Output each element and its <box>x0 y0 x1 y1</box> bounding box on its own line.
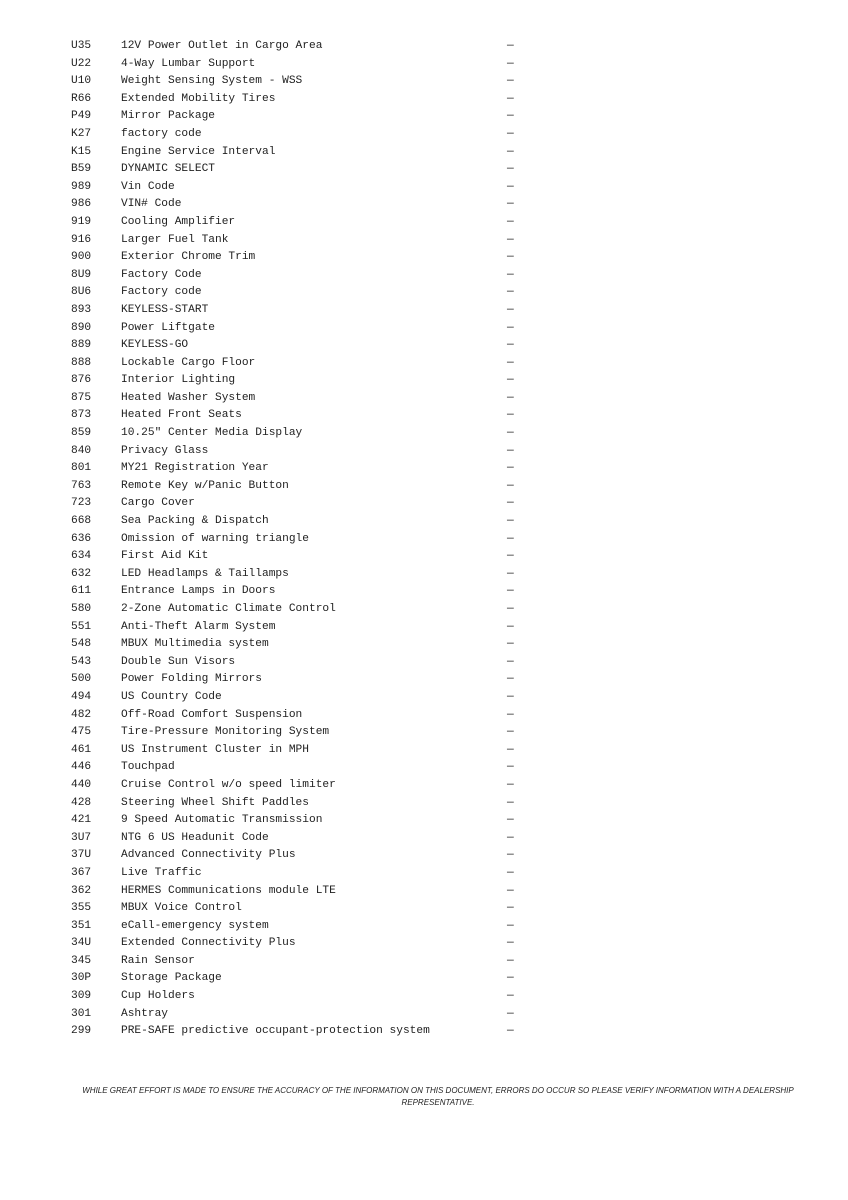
option-dash: — <box>507 954 514 967</box>
option-code: 494 <box>71 690 92 703</box>
option-row <box>71 513 531 531</box>
option-row <box>71 865 531 883</box>
option-dash: — <box>507 937 514 950</box>
option-row <box>71 970 531 988</box>
option-dash: — <box>507 708 514 721</box>
option-description: eCall-emergency system <box>121 919 269 932</box>
option-row <box>71 38 531 56</box>
option-row <box>71 548 531 566</box>
option-dash: — <box>507 339 514 352</box>
option-code: B59 <box>71 163 92 176</box>
option-dash: — <box>507 620 514 633</box>
option-description: Double Sun Visors <box>121 655 236 668</box>
option-dash: — <box>507 743 514 756</box>
option-row <box>71 196 531 214</box>
option-code: 801 <box>71 462 92 475</box>
option-code: 916 <box>71 233 92 246</box>
option-code: 351 <box>71 919 92 932</box>
option-dash: — <box>507 374 514 387</box>
option-row <box>71 495 531 513</box>
option-row <box>71 795 531 813</box>
option-code: 548 <box>71 638 92 651</box>
option-description: Off-Road Comfort Suspension <box>121 708 303 721</box>
option-row <box>71 654 531 672</box>
option-code: 301 <box>71 1007 92 1020</box>
option-row <box>71 443 531 461</box>
option-row <box>71 918 531 936</box>
option-code: P49 <box>71 110 92 123</box>
option-description: Vin Code <box>121 180 175 193</box>
option-row <box>71 531 531 549</box>
option-row <box>71 214 531 232</box>
option-dash: — <box>507 567 514 580</box>
option-code: 461 <box>71 743 92 756</box>
option-description: 4-Way Lumbar Support <box>121 57 256 70</box>
option-dash: — <box>507 180 514 193</box>
option-dash: — <box>507 761 514 774</box>
option-code: 873 <box>71 409 92 422</box>
option-description: Weight Sensing System - WSS <box>121 75 303 88</box>
option-dash: — <box>507 849 514 862</box>
option-dash: — <box>507 391 514 404</box>
option-row <box>71 1023 531 1041</box>
option-row <box>71 777 531 795</box>
option-description: MY21 Registration Year <box>121 462 269 475</box>
option-description: Cruise Control w/o speed limiter <box>121 778 336 791</box>
option-dash: — <box>507 57 514 70</box>
option-description: Heated Washer System <box>121 391 256 404</box>
option-code: 309 <box>71 990 92 1003</box>
option-code: 919 <box>71 215 92 228</box>
option-code: 355 <box>71 902 92 915</box>
option-dash: — <box>507 127 514 140</box>
option-code: 889 <box>71 339 92 352</box>
option-row <box>71 56 531 74</box>
option-row <box>71 284 531 302</box>
option-description: KEYLESS-START <box>121 303 209 316</box>
option-row <box>71 478 531 496</box>
option-description: Cargo Cover <box>121 497 195 510</box>
option-description: Interior Lighting <box>121 374 236 387</box>
option-dash: — <box>507 796 514 809</box>
option-description: MBUX Voice Control <box>121 902 242 915</box>
option-dash: — <box>507 585 514 598</box>
option-description: Storage Package <box>121 972 222 985</box>
option-description: NTG 6 US Headunit Code <box>121 831 269 844</box>
option-dash: — <box>507 268 514 281</box>
option-code: 428 <box>71 796 92 809</box>
option-code: 840 <box>71 444 92 457</box>
option-dash: — <box>507 409 514 422</box>
option-code: 876 <box>71 374 92 387</box>
disclaimer: WHILE GREAT EFFORT IS MADE TO ENSURE THE ACCURACY OF THE INFORMATION ON THIS DOCUMENT, ERRORS DO OCCUR SO PLEASE VERIFY INFORMATION WITH A DEALERSHIP REPRESENTATIVE. <box>82 1086 794 1107</box>
option-row <box>71 126 531 144</box>
option-description: Ashtray <box>121 1007 168 1020</box>
option-description: Sea Packing & Dispatch <box>121 515 269 528</box>
option-description: HERMES Communications module LTE <box>121 884 336 897</box>
option-dash: — <box>507 902 514 915</box>
option-description: VIN# Code <box>121 198 182 211</box>
option-description: PRE-SAFE predictive occupant-protection system <box>121 1025 430 1038</box>
option-dash: — <box>507 110 514 123</box>
option-description: Live Traffic <box>121 866 202 879</box>
option-dash: — <box>507 603 514 615</box>
option-dash: — <box>507 726 514 739</box>
option-dash: — <box>507 532 514 545</box>
option-code: 551 <box>71 620 92 633</box>
option-dash: — <box>507 286 514 299</box>
option-description: Entrance Lamps in Doors <box>121 585 276 598</box>
option-code: 543 <box>71 655 92 668</box>
option-description: KEYLESS-GO <box>121 339 189 352</box>
option-dash: — <box>507 814 514 827</box>
option-description: Mirror Package <box>121 110 215 123</box>
option-description: Cup Holders <box>121 990 195 1003</box>
option-code: U22 <box>71 57 92 70</box>
option-row <box>71 689 531 707</box>
option-row <box>71 161 531 179</box>
option-description: Heated Front Seats <box>121 409 242 422</box>
option-dash: — <box>507 75 514 88</box>
option-description: factory code <box>121 127 202 140</box>
option-code: 723 <box>71 497 92 510</box>
option-dash: — <box>507 479 514 492</box>
option-code: 299 <box>71 1025 92 1038</box>
option-row <box>71 355 531 373</box>
option-row <box>71 425 531 443</box>
option-dash: — <box>507 831 514 844</box>
option-code: 440 <box>71 778 92 791</box>
option-dash: — <box>507 215 514 228</box>
option-dash: — <box>507 866 514 879</box>
option-dash: — <box>507 497 514 510</box>
option-code: 475 <box>71 726 92 739</box>
option-row <box>71 812 531 830</box>
option-dash: — <box>507 990 514 1003</box>
option-description: Tire-Pressure Monitoring System <box>121 726 330 739</box>
option-row <box>71 108 531 126</box>
option-description: 12V Power Outlet in Cargo Area <box>121 40 323 52</box>
option-dash: — <box>507 884 514 897</box>
option-description: Advanced Connectivity Plus <box>121 849 296 862</box>
option-description: Remote Key w/Panic Button <box>121 479 289 492</box>
option-dash: — <box>507 233 514 246</box>
option-code: 8U6 <box>71 286 92 299</box>
option-code: U35 <box>71 40 92 52</box>
option-code: 634 <box>71 550 92 563</box>
option-code: 632 <box>71 567 92 580</box>
option-row <box>71 302 531 320</box>
option-row <box>71 1006 531 1024</box>
option-description: Factory Code <box>121 268 202 281</box>
option-dash: — <box>507 163 514 176</box>
option-row <box>71 372 531 390</box>
option-code: 890 <box>71 321 92 334</box>
option-description: Omission of warning triangle <box>121 532 309 545</box>
option-row <box>71 619 531 637</box>
option-row <box>71 759 531 777</box>
option-row <box>71 953 531 971</box>
option-code: 611 <box>71 585 92 598</box>
option-code: 500 <box>71 673 92 686</box>
option-dash: — <box>507 1025 514 1038</box>
option-row <box>71 671 531 689</box>
option-code: 446 <box>71 761 92 774</box>
option-row <box>71 320 531 338</box>
option-dash: — <box>507 655 514 668</box>
option-code: K27 <box>71 127 92 140</box>
option-row <box>71 73 531 91</box>
option-dash: — <box>507 515 514 528</box>
option-description: Cooling Amplifier <box>121 215 236 228</box>
option-description: Extended Connectivity Plus <box>121 937 296 950</box>
option-description: Larger Fuel Tank <box>121 233 229 246</box>
option-row <box>71 179 531 197</box>
option-code: 3U7 <box>71 831 92 844</box>
option-dash: — <box>507 444 514 457</box>
option-dash: — <box>507 356 514 369</box>
option-description: Exterior Chrome Trim <box>121 251 256 264</box>
option-code: R66 <box>71 92 92 105</box>
option-code: U10 <box>71 75 92 88</box>
option-row <box>71 830 531 848</box>
option-description: US Instrument Cluster in MPH <box>121 743 309 756</box>
option-description: Privacy Glass <box>121 444 209 457</box>
option-code: 668 <box>71 515 92 528</box>
option-code: 859 <box>71 427 92 440</box>
option-code: 986 <box>71 198 92 211</box>
option-row <box>71 390 531 408</box>
option-row <box>71 267 531 285</box>
option-code: 636 <box>71 532 92 545</box>
option-dash: — <box>507 919 514 932</box>
option-code: 900 <box>71 251 92 264</box>
option-dash: — <box>507 321 514 334</box>
option-code: 888 <box>71 356 92 369</box>
option-row <box>71 407 531 425</box>
option-dash: — <box>507 550 514 563</box>
option-description: DYNAMIC SELECT <box>121 163 215 176</box>
option-dash: — <box>507 427 514 440</box>
option-description: Power Liftgate <box>121 321 215 334</box>
option-row <box>71 724 531 742</box>
option-row <box>71 232 531 250</box>
option-description: 9 Speed Automatic Transmission <box>121 814 323 827</box>
option-description: LED Headlamps & Taillamps <box>121 567 289 580</box>
option-description: Extended Mobility Tires <box>121 92 276 105</box>
option-code: 763 <box>71 479 92 492</box>
option-row <box>71 935 531 953</box>
option-description: Factory code <box>121 286 202 299</box>
option-row <box>71 883 531 901</box>
option-dash: — <box>507 145 514 158</box>
option-row <box>71 91 531 109</box>
option-description: 10.25" Center Media Display <box>121 427 303 440</box>
option-description: Power Folding Mirrors <box>121 673 262 686</box>
option-description: US Country Code <box>121 690 222 703</box>
option-dash: — <box>507 638 514 651</box>
option-code: 30P <box>71 972 92 985</box>
option-dash: — <box>507 462 514 475</box>
option-code: 8U9 <box>71 268 92 281</box>
option-description: Steering Wheel Shift Paddles <box>121 796 309 809</box>
options-list <box>71 38 531 1041</box>
option-code: 345 <box>71 954 92 967</box>
option-description: First Aid Kit <box>121 550 209 563</box>
option-code: 482 <box>71 708 92 721</box>
option-row <box>71 601 531 619</box>
option-description: 2-Zone Automatic Climate Control <box>121 603 336 615</box>
option-dash: — <box>507 303 514 316</box>
option-dash: — <box>507 690 514 703</box>
option-dash: — <box>507 673 514 686</box>
option-description: Lockable Cargo Floor <box>121 356 256 369</box>
option-dash: — <box>507 778 514 791</box>
option-row <box>71 337 531 355</box>
option-code: 875 <box>71 391 92 404</box>
option-dash: — <box>507 251 514 264</box>
option-description: Touchpad <box>121 761 175 774</box>
option-description: Engine Service Interval <box>121 145 276 158</box>
option-row <box>71 460 531 478</box>
option-dash: — <box>507 1007 514 1020</box>
option-code: 367 <box>71 866 92 879</box>
option-row <box>71 847 531 865</box>
option-row <box>71 144 531 162</box>
option-code: 989 <box>71 180 92 193</box>
option-code: 34U <box>71 937 92 950</box>
option-code: 37U <box>71 849 92 862</box>
option-code: 362 <box>71 884 92 897</box>
option-row <box>71 583 531 601</box>
option-row <box>71 900 531 918</box>
option-description: Anti-Theft Alarm System <box>121 620 276 633</box>
option-code: 421 <box>71 814 92 827</box>
option-dash: — <box>507 40 514 52</box>
option-code: 893 <box>71 303 92 316</box>
option-code: K15 <box>71 145 92 158</box>
option-row <box>71 988 531 1006</box>
option-row <box>71 249 531 267</box>
option-code: 580 <box>71 603 92 615</box>
option-description: Rain Sensor <box>121 954 195 967</box>
option-dash: — <box>507 198 514 211</box>
option-dash: — <box>507 972 514 985</box>
option-row <box>71 707 531 725</box>
option-dash: — <box>507 92 514 105</box>
option-row <box>71 742 531 760</box>
option-row <box>71 636 531 654</box>
option-description: MBUX Multimedia system <box>121 638 269 651</box>
option-row <box>71 566 531 584</box>
